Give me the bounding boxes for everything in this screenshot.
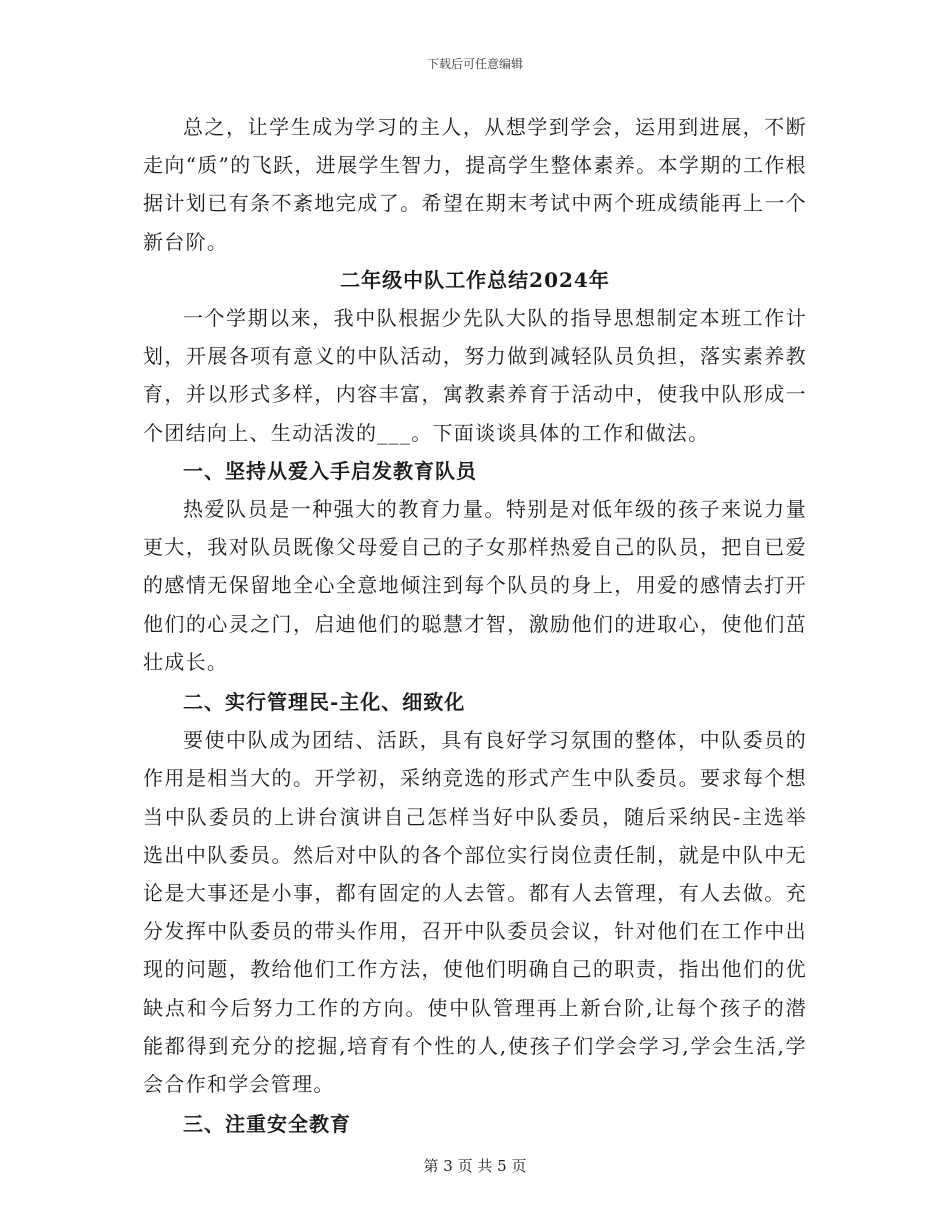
section-heading-3: 三、注重安全教育 [183,1112,351,1137]
document-body [143,108,807,1143]
page-number-footer: 第 3 页 共 5 页 [423,1157,527,1175]
section-paragraph-2: 要使中队成为团结、活跃，具有良好学习氛围的整体，中队委员的作用是相当大的。开学初，采纳竞选的形式产生中队委员。要求每个想当中队委员的上讲台演讲自己怎样当好中队委员，随后采纳民-主选举选出中队委员。然后对中队的各个部位实行岗位责任制，就是中队中无论是大事还是小事，都有固定的人去管。都有人去管理，有人去做。充分发挥中队委员的带头作用，召开中队委员会议，针对他们在工作中出现的问题，教给他们工作方法，使他们明确自己的职责，指出他们的优缺点和今后努力工作的方向。使中队管理再上新台阶,让每个孩子的潜能都得到充分的挖掘,培育有个性的人,使孩子们学会学习,学会生活,学会合作和学会管理。 [143,728,807,1097]
section-heading-1: 一、坚持从爱入手启发教育队员 [183,458,477,483]
page-header-note: 下载后可任意编辑 [426,57,523,71]
section-paragraph-1: 热爱队员是一种强大的教育力量。特别是对低年级的孩子来说力量更大，我对队员既像父母爱自己的子女那样热爱自己的队员，把自已爱的感情无保留地全心全意地倾注到每个队员的身上，用爱的感情去打开他们的心灵之门，启迪他们的聪慧才智，激励他们的进取心，使他们茁壮成长。 [143,497,807,674]
intro-paragraph: 总之，让学生成为学习的主人，从想学到学会，运用到进展，不断走向“质”的飞跃，进展学生智力，提高学生整体素养。本学期的工作根据计划已有条不紊地完成了。希望在期末考试中两个班成绩能再上一个新台阶。 [143,115,807,254]
section-heading-2: 二、实行管理民-主化、细致化 [183,690,466,715]
document-title: 二年级中队工作总结2024年 [340,267,610,292]
opening-paragraph: 一个学期以来，我中队根据少先队大队的指导思想制定本班工作计划，开展各项有意义的中队活动，努力做到减轻队员负担，落实素养教育，并以形式多样，内容丰富，寓教素养育于活动中，使我中队形成一个团结向上、生动活泼的___。下面谈谈具体的工作和做法。 [143,306,807,445]
